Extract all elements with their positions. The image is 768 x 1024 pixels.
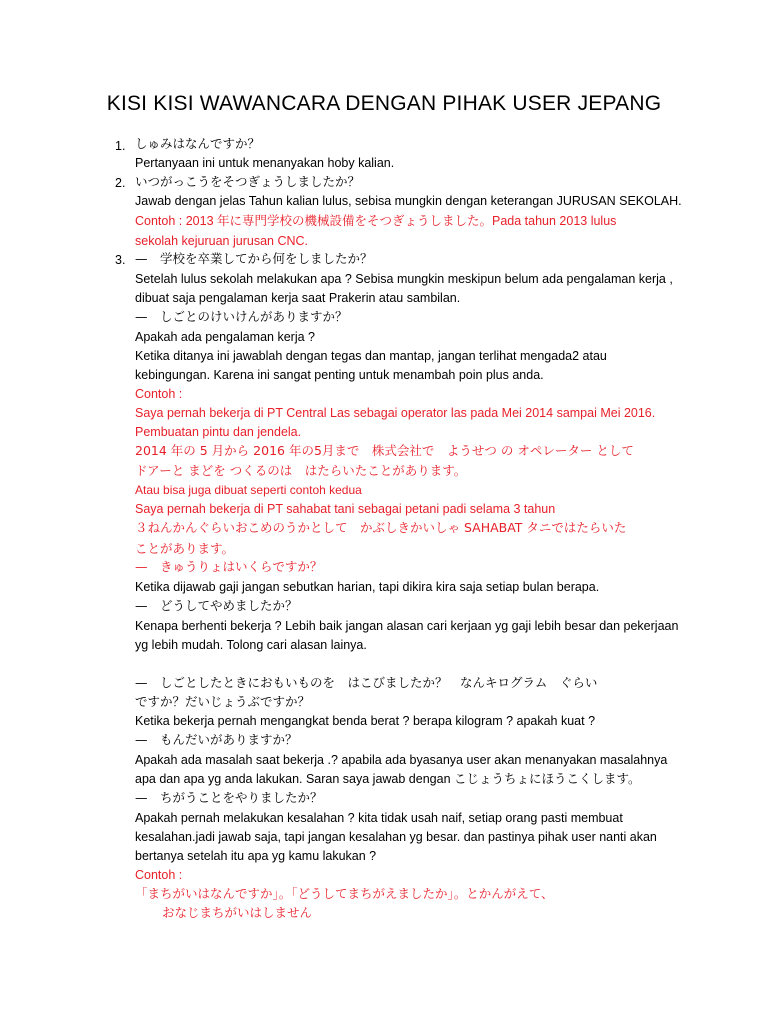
question-experience-jp: — しごとのけいけんがありますか？	[135, 309, 348, 324]
heavy-lifting-note: Ketika bekerja pernah mengangkat benda berat ? berapa kilogram ? apakah kuat ?	[135, 714, 596, 728]
document-title: KISI KISI WAWANCARA DENGAN PIHAK USER JEPANG	[106, 92, 662, 115]
experience-note-line2: Ketika ditanya ini jawablah dengan tegas dan mantap, jangan terlihat mengada2 atau	[135, 349, 607, 363]
experience-note-line1: Apakah ada pengalaman kerja ?	[135, 330, 315, 344]
question-heavy-lifting-jp-line1: — しごとしたときにおもいものを はこびましたか？ なんキログラム ぐらい	[135, 675, 598, 690]
item-number-3: 3.	[115, 253, 126, 267]
quit-note-line2: yg lebih mudah. Tolong cari alasan lainya.	[135, 638, 367, 652]
experience-example-2-intro: Atau bisa juga dibuat seperti contoh kedua	[135, 483, 362, 497]
mistake-note-line1: Apakah pernah melakukan kesalahan ? kita tidak usah naif, setiap orang pasti membuat	[135, 811, 623, 825]
experience-example-2-line1: Saya pernah bekerja di PT sahabat tani sebagai petani padi selama 3 tahun	[135, 502, 556, 516]
question-problem-jp: — もんだいがありますか？	[135, 732, 298, 747]
question-after-school-jp: — 学校を卒業してから何をしましたか？	[135, 251, 373, 266]
question-hobby-note: Pertanyaan ini untuk menanyakan hoby kalian.	[135, 156, 395, 170]
question-mistake-jp: — ちがうことをやりましたか？	[135, 790, 323, 805]
question-heavy-lifting-jp-line2: ですか？だいじょうぶですか？	[135, 694, 311, 709]
experience-example-1-jp-line2: ドアーと まどを つくるのは はたらいたことがあります。	[135, 463, 467, 478]
after-school-note-line2: dibuat saja pengalaman kerja saat Prakerin atau sambilan.	[135, 291, 461, 305]
experience-example-1-jp-line1: 2014 年の 5 月から 2016 年の5月まで 株式会社で ようせつ の オペレーター として	[135, 443, 634, 458]
problem-note-line1: Apakah ada masalah saat bekerja .? apabila ada byasanya user akan menanyakan masalahnya	[135, 753, 668, 767]
experience-note-line3: kebingungan. Karena ini sangat penting untuk menambah poin plus anda.	[135, 368, 544, 382]
mistake-note-line3: bertanya setelah itu apa yg kamu lakukan ?	[135, 849, 377, 863]
graduation-example-line2: sekolah kejuruan jurusan CNC.	[135, 234, 309, 248]
question-quit-jp: — どうしてやめましたか？	[135, 598, 298, 613]
experience-example-2-jp-line1: ３ねんかんぐらいおこめのうかとして かぶしきかいしゃ SAHABAT タニではたらいた	[135, 520, 627, 535]
question-graduation-jp: いつがっこうをそつぎょうしましたか？	[135, 174, 361, 189]
experience-example-1-line2: Pembuatan pintu dan jendela.	[135, 425, 302, 439]
mistake-note-line2: kesalahan.jadi jawab saja, tapi jangan kesalahan yg besar. dan pastinya pihak user nanti akan	[135, 830, 657, 844]
salary-note: Ketika dijawab gaji jangan sebutkan harian, tapi dikira kira saja setiap bulan berapa.	[135, 580, 600, 594]
graduation-example-line1: Contoh : 2013 年に専門学校の機械設備をそつぎょうしました。Pada tahun 2013 lulus	[135, 214, 617, 228]
item-number-1: 1.	[115, 139, 126, 153]
after-school-note-line1: Setelah lulus sekolah melakukan apa ? Sebisa mungkin meskipun belum ada pengalaman kerja ,	[135, 272, 673, 286]
item-number-2: 2.	[115, 176, 126, 190]
experience-example-1-line1: Saya pernah bekerja di PT Central Las sebagai operator las pada Mei 2014 sampai Mei 2016.	[135, 406, 656, 420]
problem-note-line2: apa dan apa yg anda lakukan. Saran saya jawab dengan こじょうちょにほうこくします。	[135, 772, 641, 786]
question-graduation-note: Jawab dengan jelas Tahun kalian lulus, sebisa mungkin dengan keterangan JURUSAN SEKOLAH.	[135, 194, 682, 208]
mistake-example-jp-line2: おなじまちがいはしません	[162, 905, 313, 920]
mistake-example-label: Contoh :	[135, 868, 183, 882]
question-hobby-jp: しゅみはなんですか？	[135, 136, 261, 151]
question-salary-jp: — きゅうりょはいくらですか？	[135, 559, 323, 574]
experience-example-2-jp-line2: ことがあります。	[135, 541, 235, 556]
experience-example-label: Contoh :	[135, 387, 183, 401]
quit-note-line1: Kenapa berhenti bekerja ? Lebih baik jangan alasan cari kerjaan yg gaji lebih besar dan pekerjaan	[135, 619, 679, 633]
mistake-example-jp-line1: 「まちがいはなんですか」。「どうしてまちがえましたか」。とかんがえて、	[135, 886, 554, 901]
